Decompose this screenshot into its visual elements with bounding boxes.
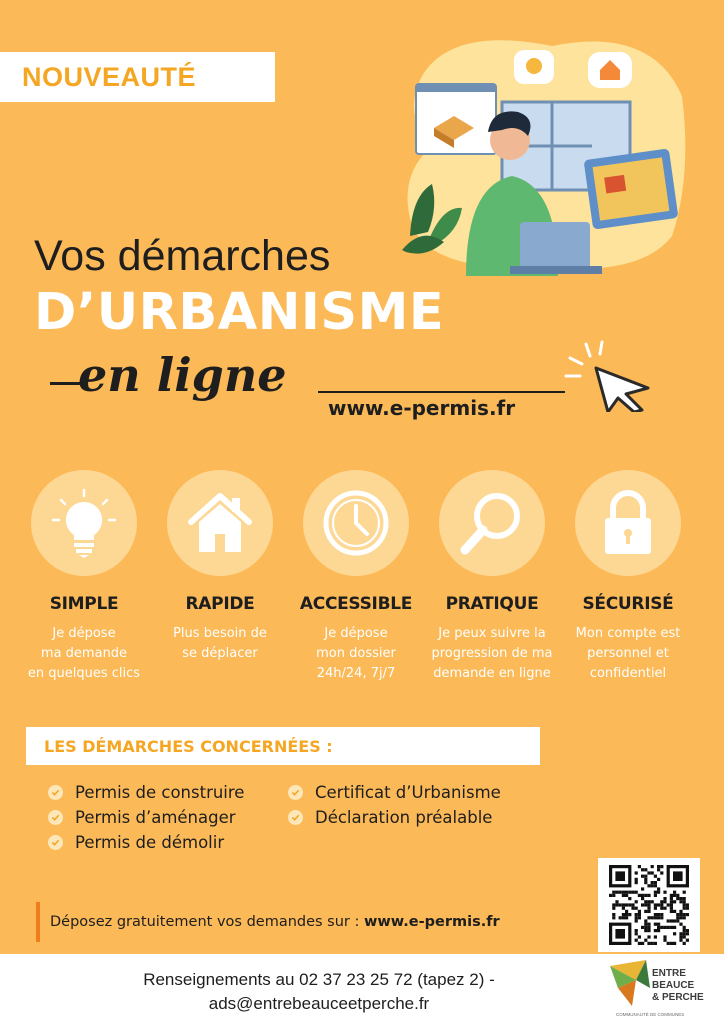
footer-email[interactable]: ads@entrebeauceetperche.fr bbox=[208, 994, 430, 1013]
procedures-list-right bbox=[288, 780, 501, 830]
check-icon bbox=[48, 785, 63, 800]
depot-callout bbox=[36, 902, 500, 942]
list-item-label: Permis de démolir bbox=[75, 833, 225, 852]
list-item-label: Permis de construire bbox=[75, 783, 245, 802]
feature-pratique bbox=[424, 470, 560, 684]
logo-text-2: BEAUCE bbox=[652, 980, 695, 991]
clock-icon bbox=[303, 470, 409, 576]
list-item-label: Certificat d’Urbanisme bbox=[315, 783, 501, 802]
footer-contact bbox=[124, 968, 514, 1016]
list-item-label: Déclaration préalable bbox=[315, 808, 493, 827]
feature-title: ACCESSIBLE bbox=[299, 594, 413, 614]
depot-accent-bar bbox=[36, 902, 40, 942]
hero-illustration bbox=[392, 36, 692, 276]
padlock-icon bbox=[575, 470, 681, 576]
feature-title: RAPIDE bbox=[185, 594, 255, 614]
magnifier-icon bbox=[439, 470, 545, 576]
house-icon bbox=[167, 470, 273, 576]
depot-label: Déposez gratuitement vos demandes sur : bbox=[50, 914, 364, 930]
feature-description: Je peux suivre la progression de ma demande en ligne bbox=[431, 626, 553, 681]
title-underline-right bbox=[318, 391, 565, 393]
check-icon bbox=[48, 835, 63, 850]
entre-beauce-perche-logo bbox=[606, 958, 716, 1022]
title-line-1: Vos démarches bbox=[34, 232, 331, 280]
mouse-cursor-icon bbox=[560, 338, 660, 412]
title-line-2: D’URBANISME bbox=[34, 283, 445, 342]
list-item bbox=[288, 780, 501, 805]
depot-url-link[interactable]: www.e-permis.fr bbox=[364, 914, 500, 930]
feature-description: Plus besoin de se déplacer bbox=[173, 626, 267, 661]
check-icon bbox=[288, 810, 303, 825]
list-item bbox=[48, 830, 244, 855]
logo-subtitle: COMMUNAUTÉ DE COMMUNES bbox=[616, 1012, 685, 1017]
feature-simple bbox=[16, 470, 152, 684]
logo-text-1: ENTRE bbox=[652, 968, 686, 979]
depot-text bbox=[50, 914, 500, 930]
check-icon bbox=[48, 810, 63, 825]
list-item bbox=[288, 805, 501, 830]
footer-phone: Renseignements au 02 37 23 25 72 (tapez 2) - bbox=[143, 970, 495, 989]
feature-accessible bbox=[288, 470, 424, 684]
concerned-heading-bar bbox=[26, 727, 540, 765]
feature-description: Je dépose ma demande en quelques clics bbox=[27, 626, 141, 681]
logo-text-3: & PERCHE bbox=[652, 992, 704, 1003]
feature-description: Je dépose mon dossier 24h/24, 7j/7 bbox=[316, 626, 396, 681]
check-icon bbox=[288, 785, 303, 800]
lightbulb-icon bbox=[31, 470, 137, 576]
feature-title: PRATIQUE bbox=[445, 594, 539, 614]
feature-rapide bbox=[152, 470, 288, 684]
procedures-list-left bbox=[48, 780, 244, 855]
qr-code[interactable] bbox=[598, 858, 700, 952]
feature-description: Mon compte est personnel et confidentiel bbox=[575, 626, 681, 681]
list-item bbox=[48, 780, 244, 805]
footer bbox=[0, 954, 724, 1024]
title-underline-left bbox=[50, 382, 80, 385]
nouveaute-label: NOUVEAUTÉ bbox=[22, 61, 197, 92]
qr-code-icon bbox=[609, 865, 689, 945]
list-item bbox=[48, 805, 244, 830]
website-url[interactable]: www.e-permis.fr bbox=[328, 396, 516, 420]
concerned-heading: LES DÉMARCHES CONCERNÉES : bbox=[44, 736, 333, 756]
nouveaute-badge bbox=[0, 52, 275, 102]
feature-securise bbox=[560, 470, 696, 684]
features-row bbox=[16, 470, 716, 684]
feature-title: SIMPLE bbox=[49, 594, 119, 614]
list-item-label: Permis d’aménager bbox=[75, 808, 236, 827]
title-line-3: en ligne bbox=[78, 348, 287, 402]
feature-title: SÉCURISÉ bbox=[582, 594, 674, 614]
